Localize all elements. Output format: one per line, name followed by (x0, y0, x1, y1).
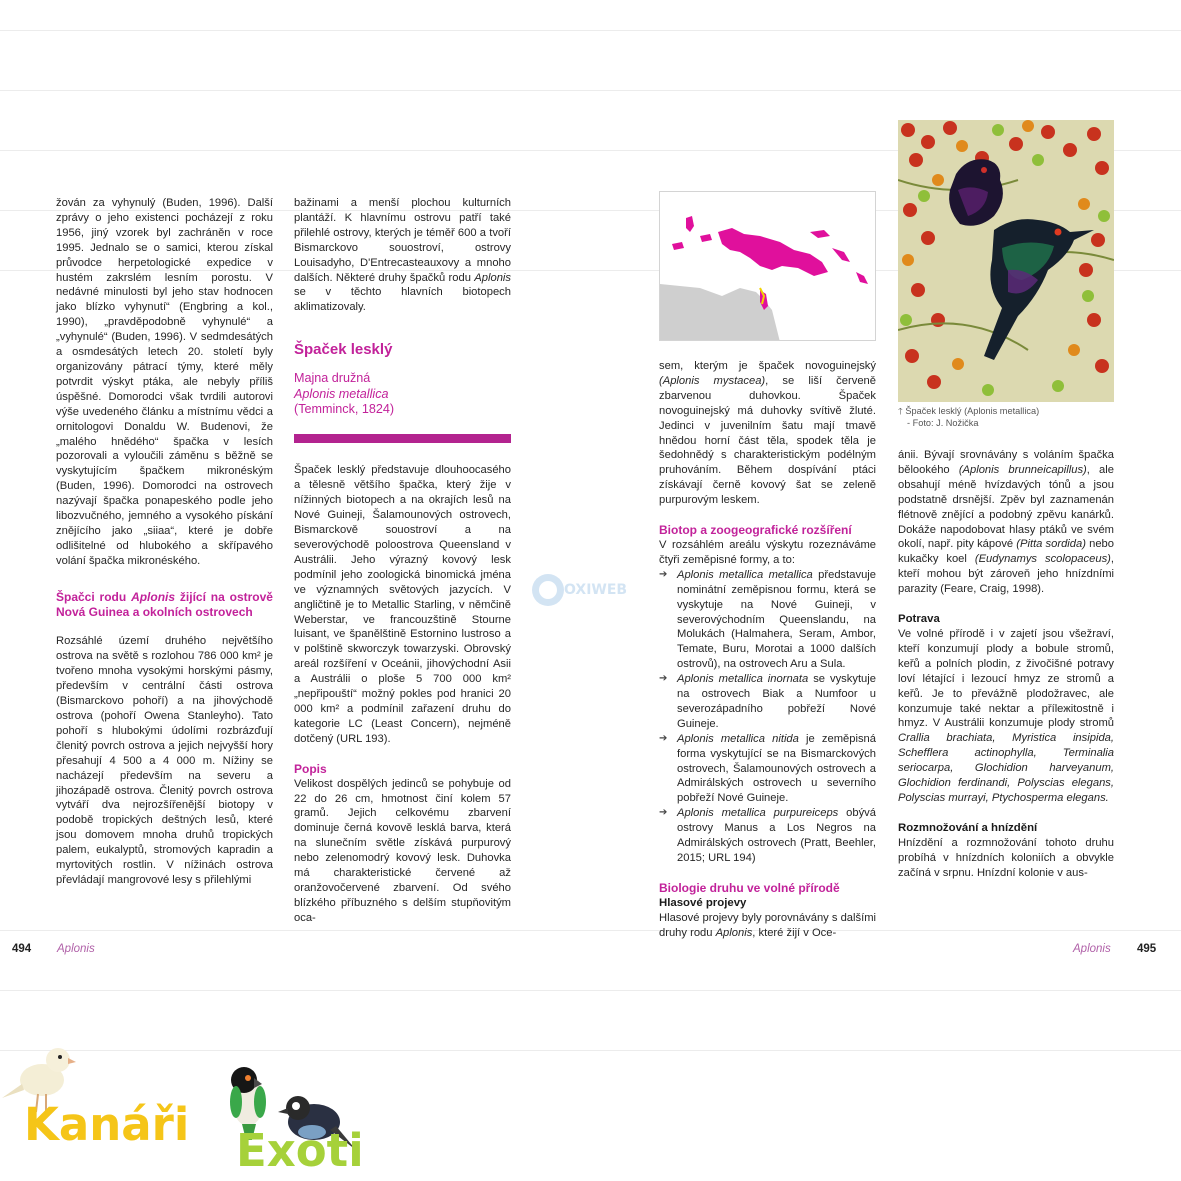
species-latin-name: Aplonis metallica (294, 386, 389, 401)
arrow-icon: ➔ (659, 673, 668, 685)
running-head-left: Aplonis (57, 943, 95, 955)
subspecies-item: ➔ Aplonis metallica inornata se vyskytuje na ostrovech Biak a Numfoor u severozápadního pobřeží Nové Guineje. (659, 673, 876, 730)
photo-caption: 🡑 Špaček lesklý (Aplonis metallica) - Foto: J. Nožička (898, 406, 1040, 428)
biologie-heading: Biologie druhu ve volné přírodě (659, 880, 840, 895)
column-4 (898, 448, 1114, 880)
arrow-icon: ➔ (659, 807, 668, 819)
col1-heading: Špačci rodu Aplonis žijící na ostrově Nová Guinea a okolních ostrovech (56, 589, 273, 619)
col4-paragraph-2: Ve volné přírodě i v zajetí jsou všežraví, kteří konzumují plody a bobule stromů, keřů a polních plodin, z živočišné potravy loví létající i lezoucí hmyz ze stromů a keřů. Je to převážně plodožravec, ale konzumuje také nektar a přílежitostně i hmyz. V Austrálii konzumuje plody stromů Crallia brachiata, Myristica insipida, Schefflera actinophylla, Terminalia seriocarpa, Glochidion harveyanum, Glochidion ferdinandi, Polyscias elegans, Polyscias murrayi, Ptychosperma elegans. (898, 627, 1114, 804)
popis-heading: Popis (294, 761, 327, 776)
column-1 (56, 196, 273, 888)
col2-paragraph-3: Velikost dospělých jedinců se pohybuje od 22 do 26 cm, hmotnost činí kolem 57 gramů. Jejich celkovému zbarvení dominuje černá kovově lesklá barva, která na slunečním světle získává purpurový nebo zelenomodrý kovový lesk. Duhovka má charakteristické červené až oranžovočervené zbarvení. Od svého blízkého příbuzného s delším stupňovitým oca- (294, 777, 511, 924)
running-head-right: Aplonis (1073, 943, 1111, 955)
page-number-right: 495 (1137, 943, 1157, 955)
col3-paragraph-3: Hlasové projevy byly porovnávány s dalšími druhy rodu Aplonis, které žijí v Oce- (659, 911, 877, 939)
arrow-icon: ➔ (659, 732, 668, 744)
subspecies-item: ➔ Aplonis metallica purpureiceps obývá ostrovy Manus a Los Negros na Admirálských ostrovech (Pratt, Beehler, 2015; URL 194) (659, 807, 876, 864)
col4-paragraph-1: ánii. Bývají srovnávány s voláním špačka bělookého (Aplonis brunneicapillus), ale obsahují méně hvízdavých tónů a jsou podstatně drsnější. Zpěv byl zaznamenán flétnově znějící a podobný zpěvu kanárků. Dokáže napodobovat hlasy ptáků ve svém okolí, např. pity kápové (Pitta sordida) nebo kukačky koel (Eudynamys scolopaceus), kteří mohou být zároveň jeho hnízdními parazity (Feare, Craig, 1998). (898, 449, 1114, 596)
species-author: (Temminck, 1824) (294, 402, 395, 417)
col2-paragraph-1: bažinami a menší plochou kulturních plantáží. K hlavnímu ostrovu patří také přilehlé ostrovy, kterých je téměř 600 a tvoří Bismarckovo souostroví, ostrovy Louisadyho, D'Entrecasteauxovy a mnoho dalších. Některé druhy špačků rodu Aplonis se v těchto hlavních biotopech aklimatizovaly. (294, 197, 511, 314)
column-3 (659, 359, 876, 941)
col3-paragraph-1: sem, kterým je špaček novoguinejský (Aplonis mystacea), se liší červeně zbarvenou duhovkou. Špaček novoguinejský má duhovky svítivě žluté. Jedinci v juvenilním šatu mají tmavě hnědou horní část těla, spodek těla je šedohnědý s charakteristickým podélným pruhováním. Během dospívání ptáci získávají černě kovový šat se zeleně purpurovým leskem. (659, 360, 876, 507)
arrow-icon: ➔ (659, 568, 668, 580)
col2-paragraph-2: Špaček lesklý představuje dlouhoocasého a tělesně většího špačka, který žije v nížinných biotopech a na okrajích lesů na Nové Guineji, Šalamounových ostrovech, Bismarckově souostroví a na severovýchodě poloostrova Queensland v Austrálii. Jeho výrazný kovový lesk podmínil jeho zoologická binomická jména ve významných světových jazycích. V angličtině je to Metallic Starling, v němčině Weberstar, ve francouzštině Stourne luisant, ve španělštině Estornino lustroso a v polštině skworczyk towarzyski. Obrovský areál rozšíření v Oceánii, jihovýchodní Asii a Austrálii o ploše 5 700 000 km² „nepřipouští“ možný pokles pod hranici 20 000 km² a podmínil zařazení druhu do kategorie LC (Least Concern), nejméně dotčený (URL 193). (294, 464, 511, 745)
subspecies-item: ➔ Aplonis metallica metallica představuje nominátní zeměpisnou formu, která se vyskytuje na Nové Guineji, v severovýchodním Queenslandu, na Molukách (Halmahera, Seram, Ambor, Temate, Buru, Morotai a 1000 dalších ostrovů), na ostrovech Aru a Sula. (659, 568, 876, 671)
oxiweb-watermark: OXIWEB (530, 572, 654, 608)
col1-paragraph-1: žován za vyhynulý (Buden, 1996). Další zprávy o jeho existenci pocházejí z roku 1956, jiný vzorek byl zachráněn v roce 1995. Jednalo se o samici, kterou získal průvodce herpetologické expedice v hustém zakrslém lesním porostu. V nedávné minulosti byl jeho stav hodnocen jako blízko vyhynutí“ (Engbring a kol., 1990), „pravděpodobně vyhynulé“ a „vyhynulé“ (Buden, 1996). V sedmdesátých a osmdesátých letech 20. století byly organizovány pátrací týmy, které měly potvrdit výskyt ptáka, ale nebyly příliš úspěšné. Domorodci však tvrdili autorovi výše uvedeného článku a místnímu vědci a ornitologovi Donaldu W. Budenovi, že „malého hnědého“ špačka v lesích pozorovali a vyloučili záměnu s běžně se vyskytujícím špačkem mikronéským (Buden, 1996). Domorodci na ostrovech nazývají špačka ponapeského podle jeho libozvučného, jemného a vysokého pískání znějícího jako „siiaa“, které je dobře odlišitelné od hlubokého a skřípavého volání špačka mikronéského. (56, 197, 273, 567)
caption-arrow-icon: 🡑 (898, 406, 903, 416)
species-title: Špaček lesklý (294, 341, 393, 359)
rozmnozovani-heading: Rozmnožování a hnízdění (898, 821, 1038, 834)
col4-paragraph-3: Hnízdění a rozmnožování tohoto druhu probíhá v hnízdních koloniích a obvykle začíná v srpnu. Hnízdní kolonie v aus- (898, 836, 1114, 879)
species-divider-bar (294, 434, 511, 443)
species-czech-name: Majna družná (294, 371, 371, 386)
biotop-heading: Biotop a zoogeografické rozšíření (659, 523, 852, 538)
subspecies-item: ➔ Aplonis metallica nitida je zeměpisná forma vyskytující se na Bismarckových ostrovech, Šalamounových ostrovech a Admirálských ostrovech u severního pobřeží Nové Guineje. (659, 732, 876, 805)
page-number-left: 494 (12, 943, 32, 955)
logo-word-exoti: Exoti (236, 1124, 364, 1177)
potrava-heading: Potrava (898, 613, 940, 626)
hlas-heading: Hlasové projevy (659, 896, 747, 909)
kanari-exoti-logo (0, 1040, 380, 1181)
column-2 (294, 196, 511, 926)
col1-paragraph-2: Rozsáhlé území druhého největšího ostrova na světě s rozlohou 786 000 km² je tvořeno mnoha vysokými horskými pásmy, především v centrální části ostrova (Bismarckovo pohoří) a na jihovýchodě ostrova (pohoří Owena Stanleyho). Tato pohoří s hlubokými údolími rozbrázďují členitý povrch ostrova a jejich nejvyšší hory přesahují 4 500 a 4 000 m. Nížiny se nacházejí především na severu a jihozápadě ostrova. Členitý povrch ostrova vytváří dva nejrozšířenější biotopy v podobě tropických deštných lesů, které jsou domovem mnoha druhů tropických palem, eukalyptů, stromových kapradin a myrtovitých rostlin. V nížinách ostrova převládají mangrovové lesy s přilehlými (56, 635, 273, 886)
range-map (659, 191, 876, 341)
starling-photo (898, 120, 1114, 402)
logo-word-kanari: Kanáři (24, 1098, 190, 1151)
col3-paragraph-2: V rozsáhlém areálu výskytu rozeznáváme čtyři zeměpisné formy, a to: (659, 538, 876, 566)
